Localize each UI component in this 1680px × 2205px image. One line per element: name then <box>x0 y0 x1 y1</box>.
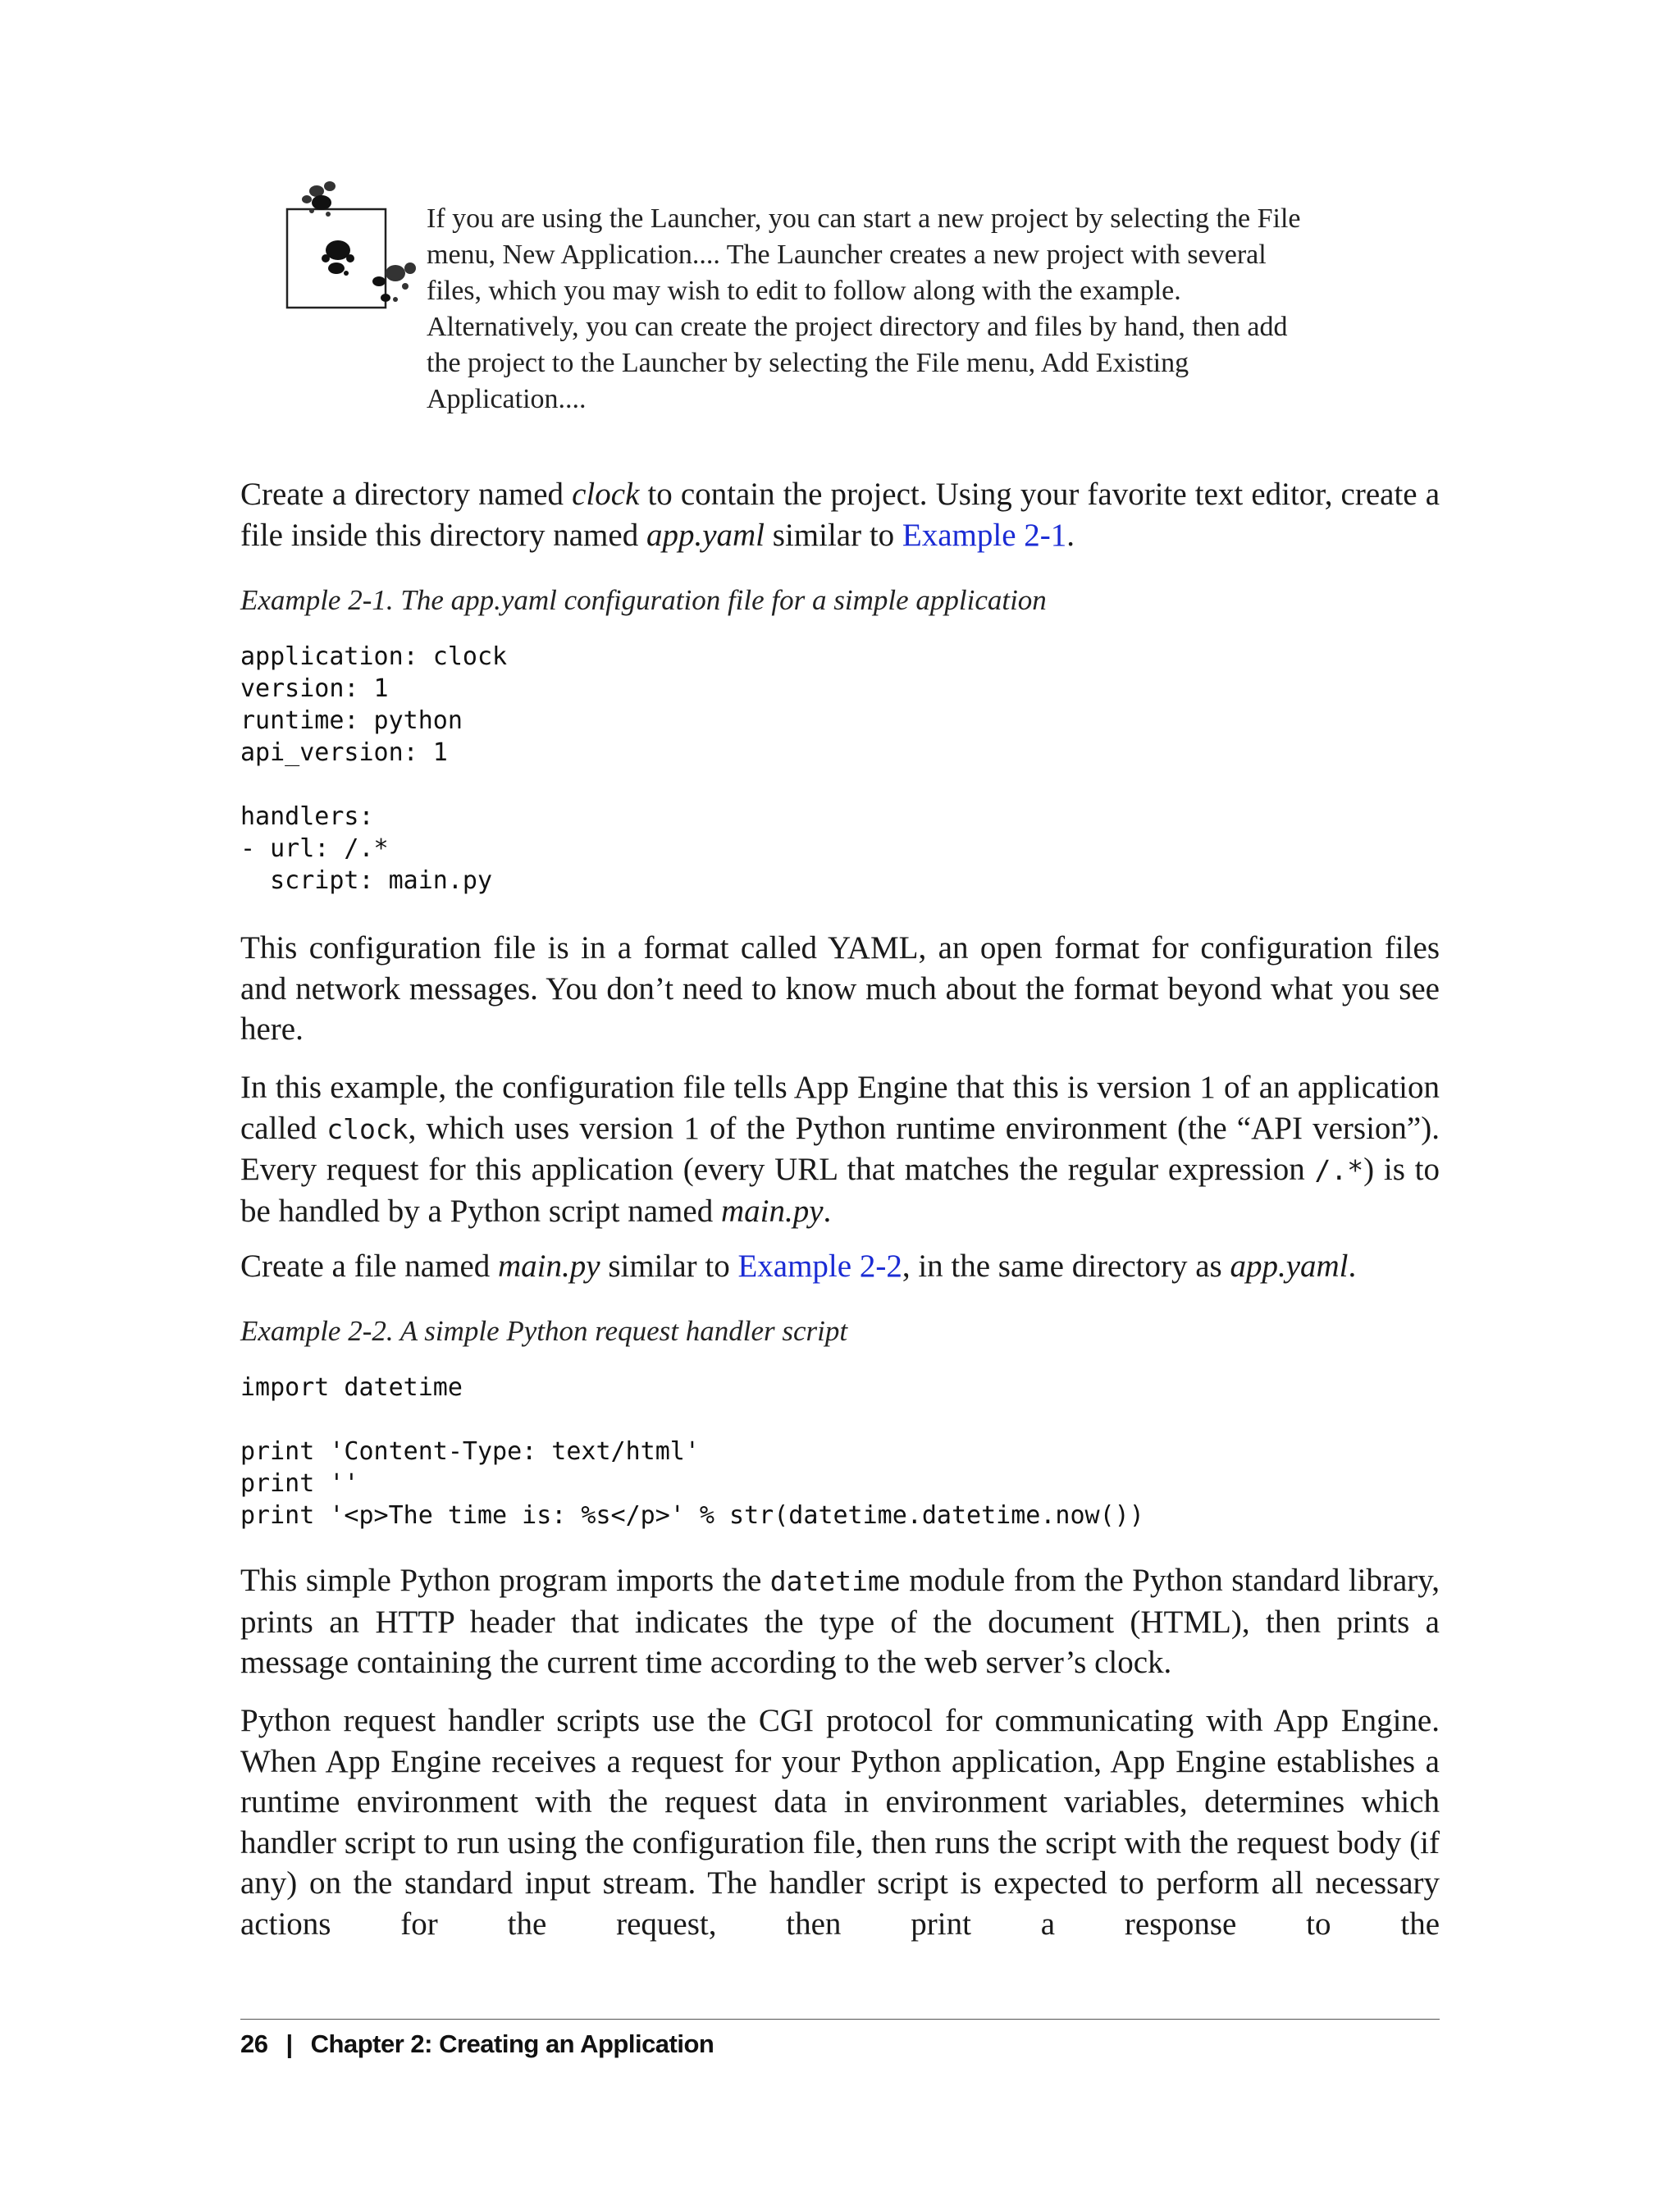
text: . <box>1066 517 1075 553</box>
text: similar to <box>765 517 902 553</box>
paragraph-config-explanation <box>240 1067 1440 1231</box>
text: to contain the project. Using your favorite text editor, create a file inside this directory named <box>240 477 1440 553</box>
text: . <box>823 1193 832 1229</box>
code-block-main-py <box>240 1372 1440 1532</box>
footer-separator: | <box>285 2029 293 2058</box>
example-2-2 <box>240 1315 1440 1348</box>
emphasis-app-yaml: app.yaml <box>1230 1249 1349 1284</box>
text: In this example, the configuration file tells App Engine that this is version 1 of an application called <box>240 1070 1440 1146</box>
paragraph-yaml-format <box>240 928 1440 1050</box>
emphasis-clock: clock <box>572 477 640 512</box>
paragraph-cgi-protocol <box>240 1701 1440 1944</box>
text: . <box>1348 1249 1357 1284</box>
page-number: 26 <box>240 2029 268 2058</box>
tip-text <box>427 201 1312 418</box>
tip-paragraph: If you are using the Launcher, you can start a new project by selecting the File menu, New Application.... The Launcher creates a new project with several files, which you may wish to edit to follow along with the example. Alternatively, you can create the project directory and files by hand, then add the project to the Launcher by selecting the File menu, Add Existing Application.... <box>427 203 1301 414</box>
text: similar to <box>600 1249 738 1284</box>
text: Create a file named <box>240 1249 498 1284</box>
page-footer <box>240 2029 714 2059</box>
text: , in the same directory as <box>902 1249 1230 1284</box>
inline-code-url-pattern: /.* <box>1314 1154 1364 1186</box>
text: module from the Python standard library, prints an HTTP header that indicates the type of the document (HTML), then prints a message containing the current time according to the web server’s clock. <box>240 1563 1440 1680</box>
text: This configuration file is in a format called YAML, an open format for configuration files and network messages. You don’t need to know much about the format beyond what you see here. <box>240 930 1440 1047</box>
code-listing: application: clock version: 1 runtime: python api_version: 1 handlers: - url: /.* script: main.py <box>240 642 508 895</box>
text: Create a directory named <box>240 477 573 512</box>
example-2-1 <box>240 584 1440 617</box>
paragraph-create-main-py <box>240 1246 1440 1287</box>
emphasis-main-py: main.py <box>720 1193 824 1229</box>
raccoon-tip-icon <box>281 176 420 320</box>
footer-rule <box>240 2019 1440 2020</box>
example-caption: Example 2-2. A simple Python request handler script <box>240 1315 848 1347</box>
emphasis-app-yaml: app.yaml <box>646 517 765 553</box>
paragraph-create-directory <box>240 474 1440 555</box>
text: ) is to be handled by a Python script named <box>240 1152 1440 1229</box>
link-example-2-2[interactable]: Example 2-2 <box>737 1249 902 1284</box>
text: Python request handler scripts use the CGI protocol for communicating with App Engine. When App Engine receives a request for your Python application, App Engine establishes a runtime environment with the request data in environment variables, determines which handler script to run using the configuration file, then runs the script with the request body (if any) on the standard input stream. The handler script is expected to perform all necessary actions for the request, then print a response to the <box>240 1703 1440 1942</box>
link-example-2-1[interactable]: Example 2-1 <box>902 517 1067 553</box>
code-listing: import datetime print 'Content-Type: text/html' print '' print '<p>The time is: %s</p>' % str(datetime.datetime.now()) <box>240 1373 1144 1530</box>
text: This simple Python program imports the <box>240 1563 770 1598</box>
tip-box <box>281 176 1306 422</box>
emphasis-main-py: main.py <box>498 1249 600 1284</box>
chapter-title: Chapter 2: Creating an Application <box>310 2029 714 2058</box>
example-caption: Example 2-1. The app.yaml configuration file for a simple application <box>240 584 1047 616</box>
paragraph-program-explanation <box>240 1560 1440 1683</box>
inline-code-datetime: datetime <box>769 1565 901 1597</box>
text: , which uses version 1 of the Python runtime environment (the “API version”). Every request for this application (every URL that matches the regular expression <box>240 1110 1440 1187</box>
code-block-app-yaml <box>240 641 1440 897</box>
inline-code-clock: clock <box>326 1112 409 1145</box>
